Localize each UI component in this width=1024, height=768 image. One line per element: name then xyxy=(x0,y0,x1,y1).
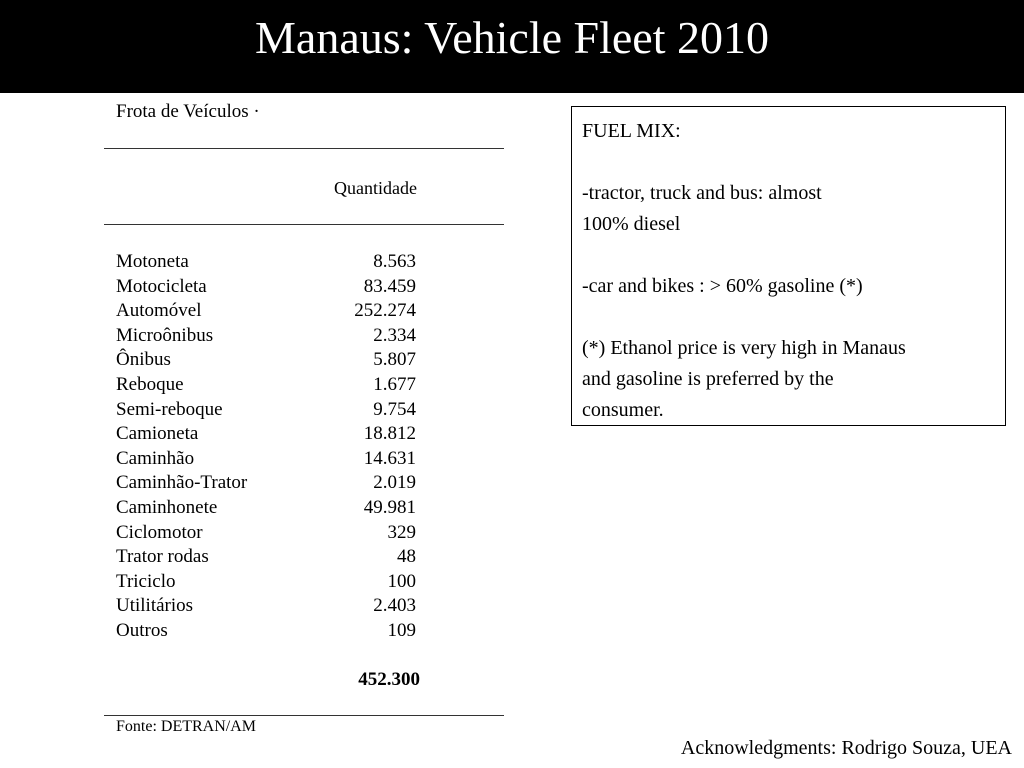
fuel-mix-diesel-share: 100% diesel xyxy=(582,213,681,235)
title-bar xyxy=(0,0,1024,93)
vehicle-quantity-value: 5.807 xyxy=(373,349,416,371)
vehicle-quantity-value: 2.334 xyxy=(373,324,416,346)
vehicle-type-label: Automóvel xyxy=(116,300,202,322)
table-row xyxy=(104,324,504,349)
vehicle-quantity-value: 1.677 xyxy=(373,373,416,395)
vehicle-type-label: Utilitários xyxy=(116,595,194,617)
vehicle-type-label: Caminhonete xyxy=(116,496,218,518)
vehicle-quantity-value: 252.274 xyxy=(354,300,416,322)
table-row xyxy=(104,570,504,595)
vehicle-type-label: Camioneta xyxy=(116,423,199,445)
vehicle-quantity-value: 83.459 xyxy=(363,275,416,297)
table-row xyxy=(104,496,504,521)
acknowledgments: Acknowledgments: Rodrigo Souza, UEA xyxy=(680,737,1012,759)
table-row xyxy=(104,521,504,546)
vehicle-quantity-value: 329 xyxy=(387,521,416,543)
vehicle-quantity-value: 49.981 xyxy=(363,496,416,518)
vehicle-type-label: Motoneta xyxy=(116,251,189,272)
vehicle-type-label: Ciclomotor xyxy=(116,521,203,543)
vehicle-quantity-value: 48 xyxy=(397,546,416,568)
vehicle-quantity-value: 9.754 xyxy=(373,398,416,420)
vehicle-type-label: Microônibus xyxy=(116,324,214,346)
vehicle-quantity-value: 2.019 xyxy=(373,472,416,494)
table-row xyxy=(104,398,504,423)
table-row xyxy=(104,348,504,373)
vehicle-type-label: Semi-reboque xyxy=(116,398,223,420)
fuel-mix-note-line-2: and gasoline is preferred by the xyxy=(582,368,834,390)
table-row xyxy=(104,373,504,398)
table-rows xyxy=(104,250,504,644)
vehicle-type-label: Trator rodas xyxy=(116,546,209,568)
vehicle-type-label: Ônibus xyxy=(116,349,171,371)
table-total: 452.300 xyxy=(358,669,420,690)
table-caption: Frota de Veículos · xyxy=(116,101,260,122)
fuel-mix-diesel-line: -tractor, truck and bus: almost xyxy=(582,182,822,204)
vehicle-type-label: Outros xyxy=(116,619,168,641)
vehicle-quantity-value: 18.812 xyxy=(363,423,416,445)
vehicle-type-label: Caminhão xyxy=(116,447,195,469)
vehicle-fleet-table xyxy=(104,93,504,745)
vehicle-quantity-value: 8.563 xyxy=(373,251,416,272)
page-title: Manaus: Vehicle Fleet 2010 xyxy=(255,12,769,63)
fuel-mix-box xyxy=(571,106,1006,426)
vehicle-quantity-value: 100 xyxy=(387,570,416,592)
table-header-rule xyxy=(104,224,504,225)
vehicle-type-label: Reboque xyxy=(116,373,184,395)
table-source: Fonte: DETRAN/AM xyxy=(116,718,256,735)
table-bottom-rule xyxy=(104,715,504,716)
fuel-mix-note-line-3: consumer. xyxy=(582,399,664,421)
table-row xyxy=(104,545,504,570)
vehicle-type-label: Caminhão-Trator xyxy=(116,472,248,494)
table-row xyxy=(104,594,504,619)
table-row xyxy=(104,275,504,300)
table-row xyxy=(104,299,504,324)
fuel-mix-title: FUEL MIX: xyxy=(582,120,681,142)
table-top-rule xyxy=(104,148,504,149)
vehicle-quantity-value: 14.631 xyxy=(363,447,416,469)
vehicle-quantity-value: 2.403 xyxy=(373,595,416,617)
vehicle-type-label: Triciclo xyxy=(116,570,176,592)
fuel-mix-gasoline-line: -car and bikes : > 60% gasoline (*) xyxy=(582,275,863,297)
table-row xyxy=(104,422,504,447)
table-row xyxy=(104,619,504,644)
quantity-column-header: Quantidade xyxy=(334,178,417,198)
table-row xyxy=(104,471,504,496)
fuel-mix-note-line-1: (*) Ethanol price is very high in Manaus xyxy=(582,337,906,359)
table-row xyxy=(104,250,504,275)
vehicle-quantity-value: 109 xyxy=(387,619,416,641)
table-row xyxy=(104,447,504,472)
vehicle-type-label: Motocicleta xyxy=(116,275,207,297)
